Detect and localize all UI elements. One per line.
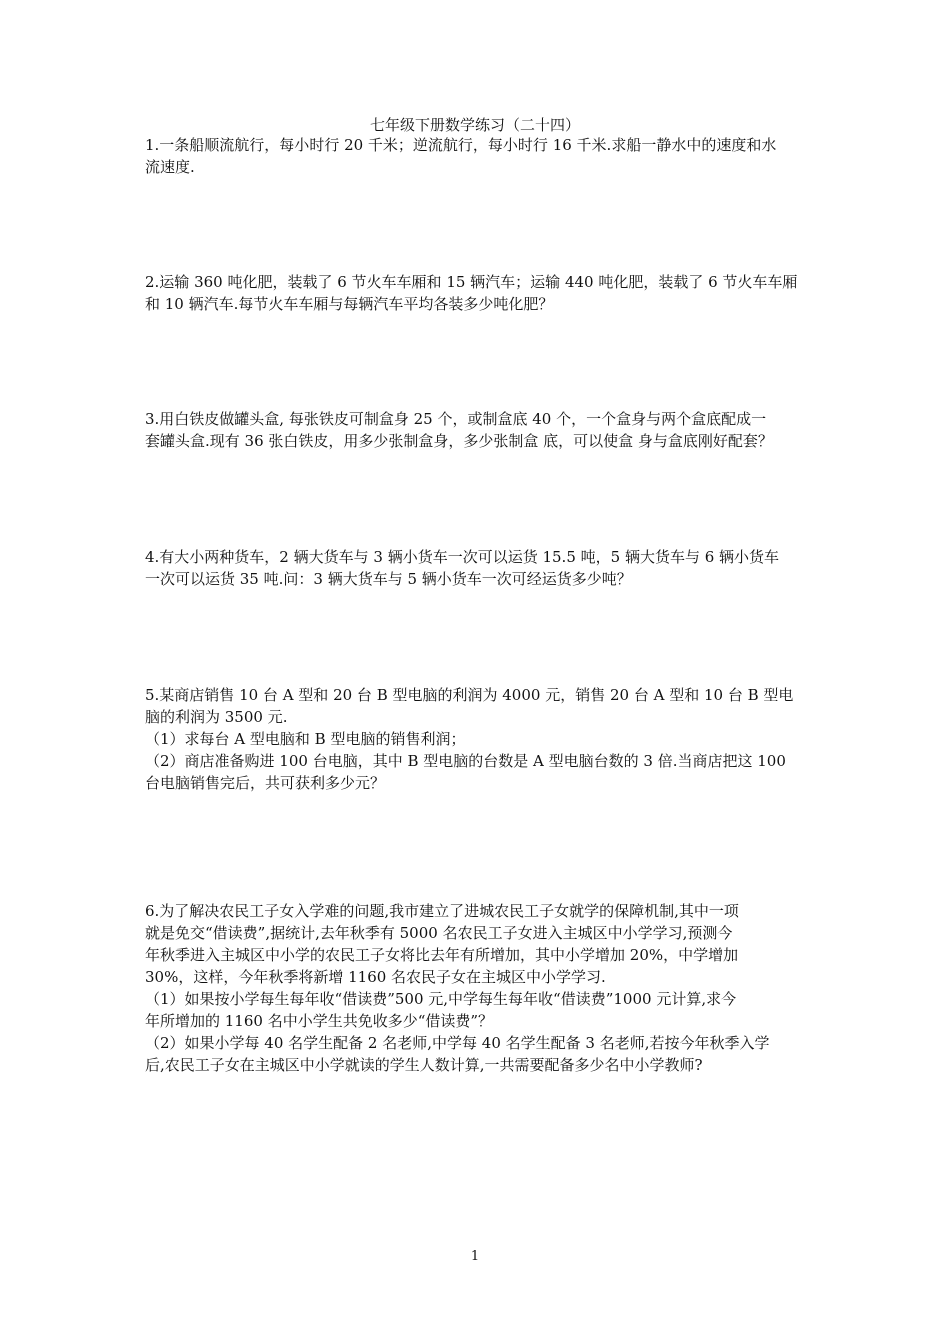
- question-line: （2）如果小学每 40 名学生配备 2 名老师,中学每 40 名学生配备 3 名老师,若按今年秋季入学: [145, 1034, 770, 1052]
- question-line: 5.某商店销售 10 台 A 型和 20 台 B 型电脑的利润为 4000 元，销售 20 台 A 型和 10 台 B 型电: [145, 686, 794, 704]
- question-line: （2）商店准备购进 100 台电脑，其中 B 型电脑的台数是 A 型电脑台数的 3 倍.当商店把这 100: [145, 752, 786, 770]
- question-line: 3.用白铁皮做罐头盒, 每张铁皮可制盒身 25 个，或制盒底 40 个，一个盒身与两个盒底配成一: [145, 410, 767, 428]
- question-line: 套罐头盒.现有 36 张白铁皮，用多少张制盒身，多少张制盒 底，可以使盒 身与盒底刚好配套？: [145, 432, 773, 450]
- question-line: 30%，这样，今年秋季将新增 1160 名农民子女在主城区中小学学习.: [145, 968, 606, 986]
- question-line: 台电脑销售完后，共可获利多少元？: [145, 774, 386, 792]
- question-line: 就是免交“借读费”,据统计,去年秋季有 5000 名农民工子女进入主城区中小学学习,预测今: [145, 924, 733, 942]
- question-line: 年所增加的 1160 名中小学生共免收多少“借读费”？: [145, 1012, 494, 1030]
- question-line: （1）如果按小学每生每年收“借读费”500 元,中学每生每年收“借读费”1000 元计算,求今: [145, 990, 737, 1008]
- question-line: 年秋季进入主城区中小学的农民工子女将比去年有所增加，其中小学增加 20%，中学增加: [145, 946, 739, 964]
- question-6: [145, 900, 825, 1076]
- question-line: 4.有大小两种货车，2 辆大货车与 3 辆小货车一次可以运货 15.5 吨，5 辆大货车与 6 辆小货车: [145, 548, 780, 566]
- question-line: 流速度.: [145, 158, 195, 176]
- question-line: （1）求每台 A 型电脑和 B 型电脑的销售利润；: [145, 730, 466, 748]
- question-line: 和 10 辆汽车.每节火车车厢与每辆汽车平均各装多少吨化肥？: [145, 295, 554, 313]
- question-5: [145, 684, 825, 794]
- question-line: 1.一条船顺流航行，每小时行 20 千米；逆流航行，每小时行 16 千米.求船一静水中的速度和水: [145, 136, 777, 154]
- page-number: 1: [470, 1249, 480, 1264]
- question-line: 一次可以运货 35 吨.问：3 辆大货车与 5 辆小货车一次可经运货多少吨？: [145, 570, 632, 588]
- question-1: [145, 134, 825, 178]
- question-line: 2.运输 360 吨化肥，装载了 6 节火车车厢和 15 辆汽车；运输 440 吨化肥，装载了 6 节火车车厢: [145, 273, 798, 291]
- question-line: 后,农民工子女在主城区中小学就读的学生人数计算,一共需要配备多少名中小学教师?: [145, 1056, 703, 1074]
- page-title: 七年级下册数学练习（二十四）: [369, 116, 580, 134]
- question-3: [145, 408, 825, 452]
- question-4: [145, 546, 825, 590]
- question-line: 6.为了解决农民工子女入学难的问题,我市建立了进城农民工子女就学的保障机制,其中一项: [145, 902, 739, 920]
- question-2: [145, 271, 825, 315]
- question-line: 脑的利润为 3500 元.: [145, 708, 288, 726]
